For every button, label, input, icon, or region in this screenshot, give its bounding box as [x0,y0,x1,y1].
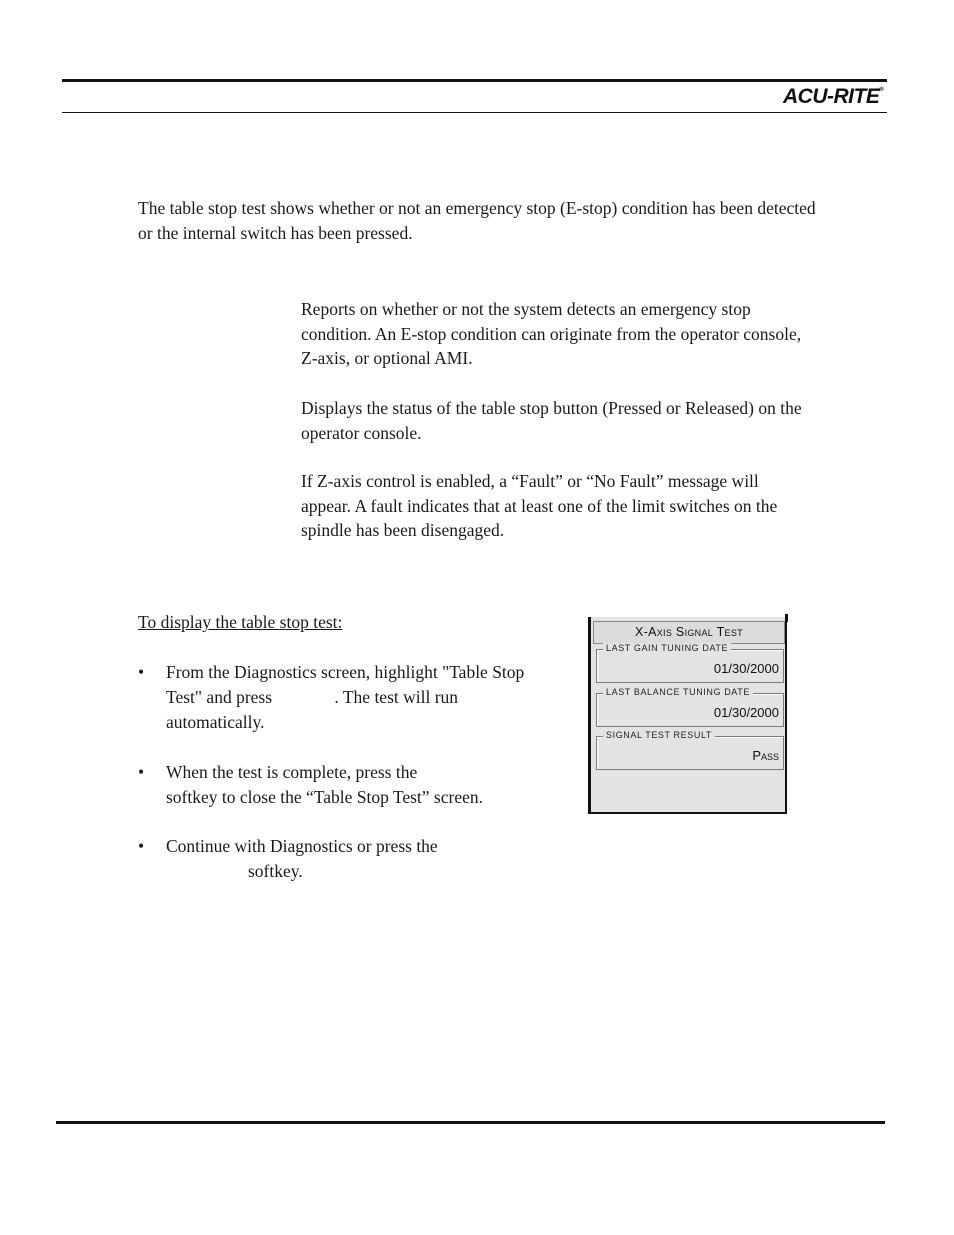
last-balance-tuning-date-group [596,687,784,727]
signal-test-screen [588,617,787,814]
logo-text: ACU-RITE [783,85,880,108]
footer-rule [56,1121,885,1124]
screen-corner-mark [785,614,788,622]
table-stop-description: Displays the status of the table stop button (Pressed or Released) on the operator console. [301,398,802,443]
field-label: LAST BALANCE TUNING DATE [603,687,753,697]
estop-description: Reports on whether or not the system detects an emergency stop condition. An E-stop condition can originate from the operator console, Z-axis, or optional AMI. [301,299,802,368]
header-rule-thick [62,79,887,82]
list-item-text [166,834,526,884]
bullet3-text-a: Continue with Diagnostics or press the [166,836,438,856]
field-value: 01/30/2000 [713,661,779,676]
bullet3-text-b: softkey. [248,861,303,881]
registered-mark: ® [879,87,884,93]
bullet-dot: • [138,836,145,856]
bullet-dot: • [138,662,145,682]
bullet2-text-b: softkey to close the “Table Stop Test” screen. [166,787,483,807]
field-value: 01/30/2000 [713,705,779,720]
last-gain-tuning-date-group [596,643,784,683]
field-label: SIGNAL TEST RESULT [603,730,715,740]
screen-title [593,621,785,644]
field-label: LAST GAIN TUNING DATE [603,643,731,653]
acu-rite-logo [783,85,883,109]
header-rule-thin [62,112,887,113]
signal-test-result-group [596,730,784,770]
zaxis-description: If Z-axis control is enabled, a “Fault” or “No Fault” message will appear. A fault indicates that at least one of the limit switches on the spindle has been disengaged. [301,471,778,540]
bullet-dot: • [138,762,145,782]
bullet1-text-a: From the Diagnostics screen, highlight "Table Stop Test" and press [166,662,525,707]
list-item-text [166,660,526,735]
intro-paragraph: The table stop test shows whether or not an emergency stop (E-stop) condition has been detected or the internal switch has been pressed. [138,198,816,243]
list-item-text [166,760,526,810]
howto-heading: To display the table stop test: [138,612,343,632]
bullet1-text-b: . The test will run automatically. [166,687,459,732]
field-value: Pass [752,748,779,763]
screen-title-text: X-Axis Signal Test [635,625,743,639]
bullet2-text-a: When the test is complete, press the [166,762,418,782]
